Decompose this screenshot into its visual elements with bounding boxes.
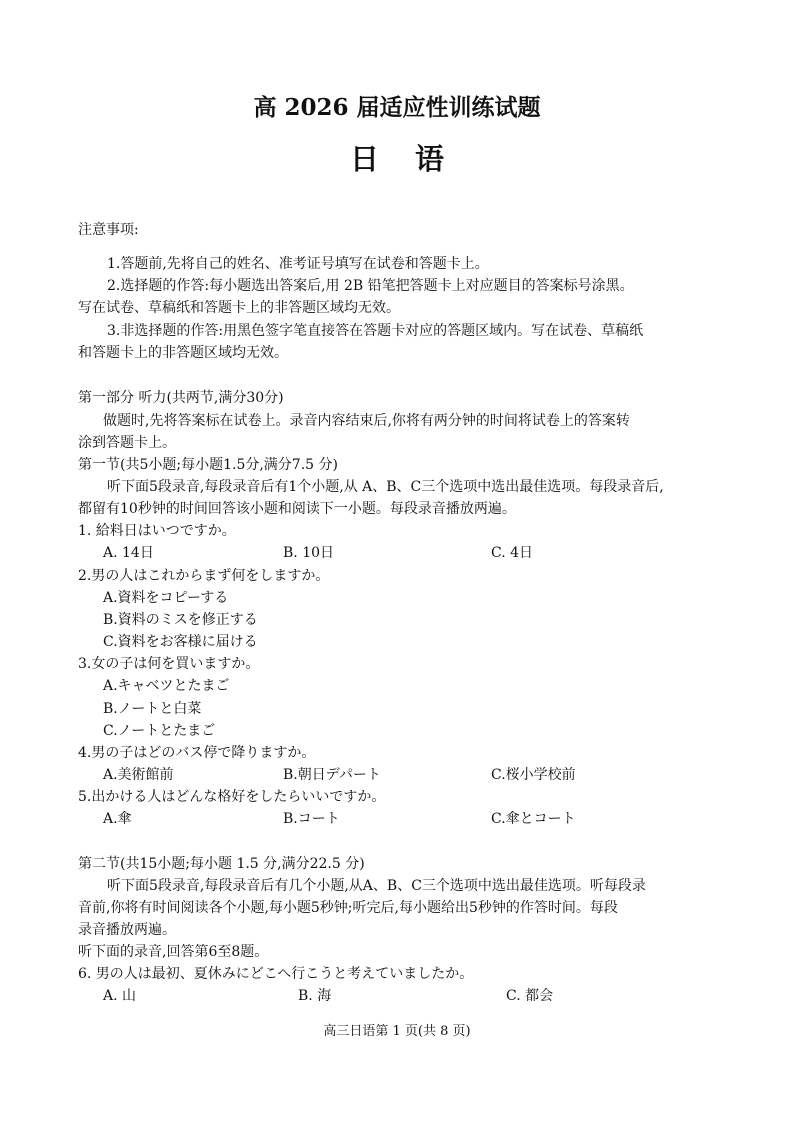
question-4-option-a: A.美術館前 [103,767,174,783]
question-1-option-b: B. 10日 [283,545,335,561]
question-5-option-c: C.傘とコート [491,811,576,827]
question-3-option-a: A.キャベツとたまご [103,678,230,694]
section2-sub-instruction: 听下面的录音,回答第6至8题。 [78,944,269,960]
question-5-option-a: A.傘 [103,811,132,827]
question-3-stem: 3.女の子は何を買いますか。 [78,656,260,672]
question-3-option-c: C.ノートとたまご [103,723,216,739]
page-footer: 高三日语第 1 页(共 8 页) [323,1024,471,1039]
question-2-stem: 2.男の人はこれからまず何をしますか。 [78,568,330,584]
section2-instruction-line-2: 音前,你将有时间阅读各个小题,每小题5秒钟;听完后,每小题给出5秒钟的作答时间。每段 [78,900,618,916]
part1-heading: 第一部分 听力(共两节,满分30分) [78,390,284,406]
section2-instruction-line-1: 听下面5段录音,每段录音后有几个小题,从A、B、C三个选项中选出最佳选项。听每段录 [107,878,646,894]
notice-item-2-line-1: 2.选择题的作答:每小题选出答案后,用 2B 铅笔把答题卡上对应题目的答案标号涂黑。 [107,278,634,294]
notice-item-3-line-1: 3.非选择题的作答:用黑色签字笔直接答在答题卡对应的答题区域内。写在试卷、草稿纸 [107,323,644,339]
question-2-option-a: A.資料をコピーする [103,590,229,606]
part1-instruction-line-2: 涂到答题卡上。 [78,435,176,451]
subject-title [0,140,794,178]
section2-instruction-line-3: 录音播放两遍。 [78,922,176,938]
question-6-option-a: A. 山 [103,988,137,1004]
exam-title: 高 2026 届适应性训练试题 [253,94,541,121]
question-4-option-b: B.朝日デパート [283,767,381,783]
section1-instruction-line-2: 都留有10秒钟的时间回答该小题和阅读下一小题。每段录音播放两遍。 [78,501,516,517]
section1-heading: 第一节(共5小题;每小题1.5分,满分7.5 分) [78,457,338,473]
question-1-option-a: A. 14日 [103,545,154,561]
question-4-stem: 4.男の子はどのバス停で降りますか。 [78,745,316,761]
section1-instruction-line-1: 听下面5段录音,每段录音后有1个小题,从 A、B、C三个选项中选出最佳选项。每段录音后, [107,479,664,495]
subject-char-2: 语 [415,142,445,176]
notice-item-1: 1.答题前,先将自己的姓名、准考证号填写在试卷和答题卡上。 [107,256,489,272]
question-2-option-b: B.資料のミスを修正する [103,612,258,628]
question-3-option-b: B.ノートと白菜 [103,701,202,717]
question-1-option-c: C. 4日 [491,545,534,561]
question-2-option-c: C.資料をお客様に届ける [103,634,258,650]
question-6-option-b: B. 海 [298,988,332,1004]
notice-heading: 注意事项: [78,222,139,238]
question-5-stem: 5.出かける人はどんな格好をしたらいいですか。 [78,789,386,805]
part1-instruction-line-1: 做题时,先将答案标在试卷上。录音内容结束后,你将有两分钟的时间将试卷上的答案转 [103,413,630,429]
question-6-option-c: C. 都会 [506,988,554,1004]
notice-item-3-line-2: 和答题卡上的非答题区域均无效。 [78,345,288,361]
question-4-option-c: C.桜小学校前 [491,767,576,783]
question-1-stem: 1. 給料日はいつですか。 [78,523,236,539]
question-6-stem: 6. 男の人は最初、夏休みにどこへ行こうと考えていましたか。 [78,966,474,982]
subject-char-1: 日 [349,142,379,176]
notice-item-2-line-2: 写在试卷、草稿纸和答题卡上的非答题区域均无效。 [78,300,400,316]
question-5-option-b: B.コート [283,811,340,827]
section2-heading: 第二节(共15小题;每小题 1.5 分,满分22.5 分) [78,856,365,872]
